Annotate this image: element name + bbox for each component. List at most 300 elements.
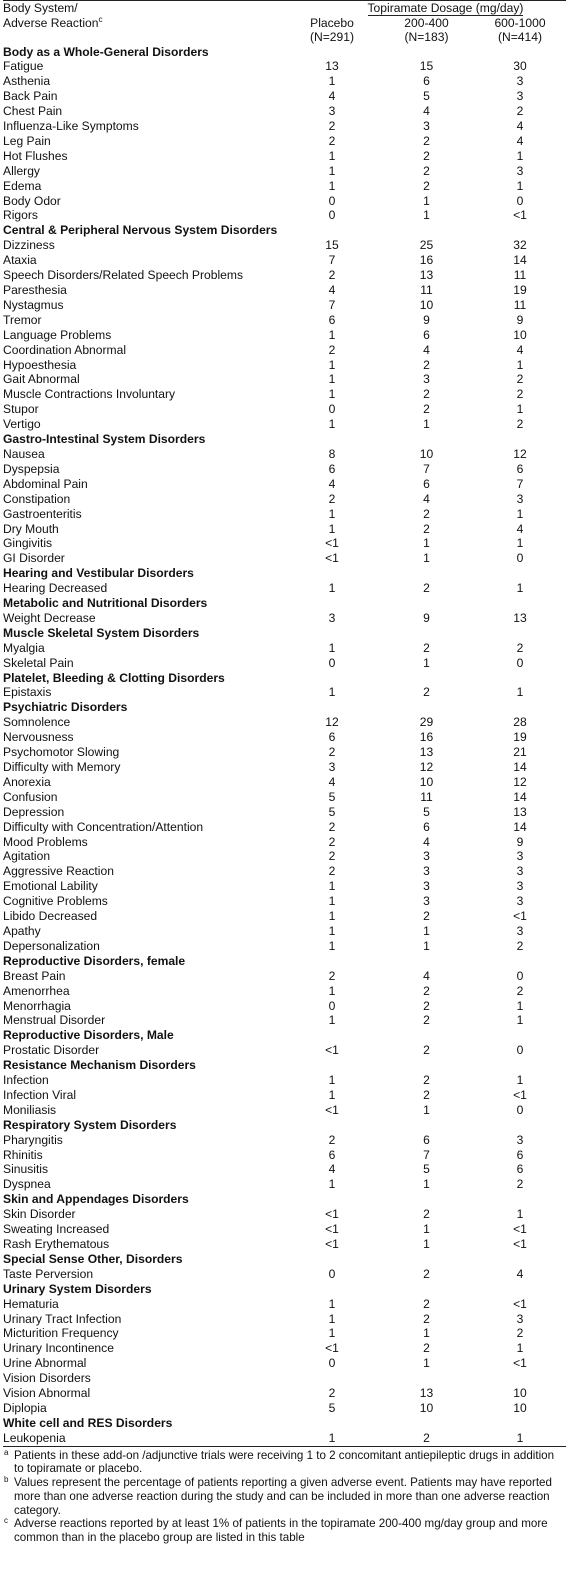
table-row xyxy=(3,283,566,298)
dose-200-400-value: 1 xyxy=(423,1356,430,1371)
placebo-value: 2 xyxy=(328,491,336,506)
table-row xyxy=(3,194,566,209)
placebo-value: 6 xyxy=(328,730,336,745)
placebo-value: 7 xyxy=(328,253,336,268)
section-header-row xyxy=(3,1058,566,1073)
reaction-name: Menstrual Disorder xyxy=(3,1013,106,1028)
dose-200-400-value: 10 xyxy=(419,1400,434,1415)
dose-600-1000-value: 6 xyxy=(516,1147,524,1162)
dose-200-400-value: 2 xyxy=(423,1341,430,1356)
reaction-name: Hearing Decreased xyxy=(3,581,108,596)
dose-200-400-value: 2 xyxy=(423,148,430,163)
header-col-placebo xyxy=(285,16,379,31)
placebo-value: 1 xyxy=(328,909,336,924)
dose-600-1000-value: 19 xyxy=(513,283,527,297)
dose-200-400-value: 3 xyxy=(423,879,430,894)
placebo-value: 2 xyxy=(328,268,336,283)
reaction-name: Paresthesia xyxy=(3,283,67,297)
table-row xyxy=(3,1431,566,1446)
section-header-row xyxy=(3,1371,566,1386)
dose-600-1000-value: 1 xyxy=(516,581,524,596)
dose-200-400-value: 1 xyxy=(423,536,430,551)
section-header-row xyxy=(3,1416,566,1431)
reaction-name: Weight Decrease xyxy=(3,610,96,625)
table-row xyxy=(3,89,566,104)
table-row xyxy=(3,1401,566,1416)
dose-200-400-value: 4 xyxy=(423,342,430,357)
dose-200-400-value: 2 xyxy=(423,1430,430,1445)
reaction-name: Myalgia xyxy=(3,640,45,655)
header-row-1 xyxy=(3,1,566,16)
placebo-value: 5 xyxy=(328,804,336,819)
placebo-value: 5 xyxy=(328,1400,336,1415)
col-name: 600-1000 xyxy=(494,15,546,30)
placebo-value: 1 xyxy=(328,983,336,998)
dose-200-400-value: 2 xyxy=(423,983,430,998)
dose-600-1000-value: 1 xyxy=(516,536,524,551)
dose-200-400-value: 6 xyxy=(423,327,430,342)
dose-600-1000-value: 2 xyxy=(516,1326,524,1341)
dose-200-400-value: 3 xyxy=(423,119,430,134)
header-footnote-marker: c xyxy=(98,14,103,24)
placebo-value: 1 xyxy=(328,74,336,89)
reaction-name: Difficulty with Concentration/Attention xyxy=(3,819,204,834)
placebo-value: 4 xyxy=(328,774,336,789)
dose-200-400-value: 29 xyxy=(419,715,434,730)
placebo-value: <1 xyxy=(325,1341,339,1356)
placebo-value: 0 xyxy=(328,998,336,1013)
placebo-value: 6 xyxy=(328,461,336,476)
footnote xyxy=(3,1476,566,1517)
placebo-value: 1 xyxy=(328,938,336,953)
reaction-name: Emotional Lability xyxy=(3,879,98,894)
table-row xyxy=(3,447,566,462)
dose-600-1000-value: 11 xyxy=(513,297,527,312)
reaction-name: Menorrhagia xyxy=(3,998,71,1013)
placebo-value: 1 xyxy=(328,163,336,178)
dose-200-400-value: 2 xyxy=(423,1296,430,1311)
reaction-name: Diplopia xyxy=(3,1400,47,1415)
reaction-name: Dizziness xyxy=(3,238,55,253)
reaction-name: Infection xyxy=(3,1073,49,1088)
section-title: Psychiatric Disorders xyxy=(3,700,128,715)
section-title: White cell and RES Disorders xyxy=(3,1415,173,1430)
dose-600-1000-value: <1 xyxy=(513,1222,527,1237)
placebo-value: 4 xyxy=(328,89,336,104)
dose-600-1000-value: 2 xyxy=(516,372,524,387)
dose-600-1000-value: 12 xyxy=(513,446,527,461)
table-row xyxy=(3,104,566,119)
table-row xyxy=(3,134,566,149)
section-header-row xyxy=(3,1192,566,1207)
table-row xyxy=(3,790,566,805)
section-title: Platelet, Bleeding & Clotting Disorders xyxy=(3,670,225,685)
dose-200-400-value: 2 xyxy=(423,357,430,372)
dose-200-400-value: 9 xyxy=(423,312,430,327)
header-dosage-group xyxy=(285,1,566,16)
table-row xyxy=(3,849,566,864)
table-row xyxy=(3,298,566,313)
reaction-name: GI Disorder xyxy=(3,551,65,566)
dose-600-1000-value: 4 xyxy=(516,1266,524,1281)
section-title: Hearing and Vestibular Disorders xyxy=(3,566,194,581)
table-row xyxy=(3,1267,566,1282)
table-row xyxy=(3,715,566,730)
section-title: Central & Peripheral Nervous System Disorders xyxy=(3,223,278,238)
reaction-name: Back Pain xyxy=(3,89,58,104)
reaction-name: Language Problems xyxy=(3,327,112,342)
dose-600-1000-value: 3 xyxy=(516,74,524,89)
table-row xyxy=(3,477,566,492)
reaction-name: Gait Abnormal xyxy=(3,372,80,387)
dose-600-1000-value: 3 xyxy=(516,849,524,864)
header-n-placebo: (N=291) xyxy=(309,30,355,44)
table-row xyxy=(3,462,566,477)
placebo-value: 4 xyxy=(328,283,336,297)
section-header-row xyxy=(3,45,566,60)
dose-600-1000-value: 0 xyxy=(516,193,524,208)
table-row xyxy=(3,909,566,924)
table-row xyxy=(3,1013,566,1028)
placebo-value: <1 xyxy=(325,536,339,551)
dose-200-400-value: 5 xyxy=(423,89,430,104)
dose-200-400-value: 2 xyxy=(423,909,430,924)
table-row xyxy=(3,313,566,328)
placebo-value: 15 xyxy=(325,238,339,253)
placebo-value: 1 xyxy=(328,1430,336,1445)
reaction-name: Nausea xyxy=(3,446,45,461)
placebo-value: <1 xyxy=(325,1043,339,1058)
placebo-value: 13 xyxy=(325,59,339,74)
table-row xyxy=(3,1207,566,1222)
reaction-name: Stupor xyxy=(3,402,39,417)
dose-600-1000-value: 14 xyxy=(513,760,527,774)
dose-600-1000-value: 2 xyxy=(516,1177,524,1192)
reaction-name: Tremor xyxy=(3,312,42,327)
table-row xyxy=(3,372,566,387)
dose-600-1000-value: <1 xyxy=(513,1356,527,1371)
dose-200-400-value: 6 xyxy=(423,476,430,491)
reaction-name: Abdominal Pain xyxy=(3,476,88,491)
table-row xyxy=(3,760,566,775)
dose-600-1000-value: 1 xyxy=(516,178,524,193)
table-row xyxy=(3,1326,566,1341)
section-header-row xyxy=(3,1252,566,1267)
placebo-value: 1 xyxy=(328,1087,336,1102)
table-row xyxy=(3,492,566,507)
table-row xyxy=(3,536,566,551)
placebo-value: 6 xyxy=(328,1147,336,1162)
dose-200-400-value: 2 xyxy=(423,685,430,700)
footnote xyxy=(3,1449,566,1476)
section-title: Resistance Mechanism Disorders xyxy=(3,1058,196,1073)
dose-600-1000-value: 10 xyxy=(513,327,527,342)
dose-600-1000-value: 21 xyxy=(513,745,527,760)
reaction-name: Depression xyxy=(3,804,65,819)
placebo-value: 1 xyxy=(328,387,336,402)
reaction-name: Urine Abnormal xyxy=(3,1356,87,1371)
dose-200-400-value: 2 xyxy=(423,640,430,655)
table-row xyxy=(3,1088,566,1103)
section-title: Urinary System Disorders xyxy=(3,1281,152,1296)
dose-600-1000-value: 2 xyxy=(516,104,524,119)
reaction-name: Leukopenia xyxy=(3,1430,66,1445)
table-row xyxy=(3,581,566,596)
table-row xyxy=(3,611,566,626)
placebo-value: <1 xyxy=(325,1207,339,1222)
section-header-row xyxy=(3,1282,566,1297)
placebo-value: 4 xyxy=(328,1162,336,1177)
dose-600-1000-value: 1 xyxy=(516,998,524,1013)
dose-200-400-value: 1 xyxy=(423,551,430,566)
dose-200-400-value: 5 xyxy=(423,804,430,819)
dose-600-1000-value: 14 xyxy=(513,819,527,834)
reaction-name: Skeletal Pain xyxy=(3,655,74,670)
placebo-value: 1 xyxy=(328,357,336,372)
section-header-row xyxy=(3,223,566,238)
table-row xyxy=(3,999,566,1014)
dose-200-400-value: 1 xyxy=(423,1222,430,1237)
dose-200-400-value: 1 xyxy=(423,208,430,223)
placebo-value: 1 xyxy=(328,327,336,342)
dose-600-1000-value: 1 xyxy=(516,1430,524,1445)
dose-200-400-value: 4 xyxy=(423,834,430,849)
dose-200-400-value: 2 xyxy=(423,163,430,178)
reaction-name: Difficulty with Memory xyxy=(3,760,121,774)
table-row xyxy=(3,730,566,745)
section-title: Vision Disorders xyxy=(3,1371,91,1386)
dose-200-400-value: 3 xyxy=(423,864,430,879)
section-title: Reproductive Disorders, female xyxy=(3,953,186,968)
reaction-name: Mood Problems xyxy=(3,834,88,849)
placebo-value: 2 xyxy=(328,119,336,134)
placebo-value: 1 xyxy=(328,879,336,894)
section-header-row xyxy=(3,596,566,611)
table-row xyxy=(3,74,566,89)
header-n-200-400: (N=183) xyxy=(404,30,449,44)
dose-200-400-value: 4 xyxy=(423,968,430,983)
placebo-value: 2 xyxy=(328,849,336,864)
placebo-value: 3 xyxy=(328,104,336,119)
section-header-row xyxy=(3,700,566,715)
reaction-name: Gastroenteritis xyxy=(3,506,82,521)
placebo-value: 12 xyxy=(325,715,339,730)
reaction-name: Rash Erythematous xyxy=(3,1237,110,1251)
col-name: Placebo xyxy=(310,15,354,30)
placebo-value: 1 xyxy=(328,1013,336,1028)
table-row xyxy=(3,119,566,134)
dose-600-1000-value: 1 xyxy=(516,1207,524,1222)
reaction-name: Sweating Increased xyxy=(3,1222,110,1237)
reaction-name: Skin Disorder xyxy=(3,1207,76,1222)
section-title: Body as a Whole-General Disorders xyxy=(3,44,209,59)
footnotes xyxy=(3,1449,566,1545)
dose-200-400-value: 4 xyxy=(423,491,430,506)
dose-600-1000-value: 9 xyxy=(516,312,524,327)
placebo-value: 0 xyxy=(328,1266,336,1281)
placebo-value: 1 xyxy=(328,506,336,521)
placebo-value: 1 xyxy=(328,685,336,700)
dose-200-400-value: 2 xyxy=(423,998,430,1013)
dose-600-1000-value: 14 xyxy=(513,789,527,804)
dose-600-1000-value: <1 xyxy=(513,1296,527,1311)
dose-600-1000-value: 0 xyxy=(516,968,524,983)
dose-600-1000-value: 19 xyxy=(513,730,527,745)
table-row xyxy=(3,238,566,253)
dose-600-1000-value: 1 xyxy=(516,685,524,700)
reaction-name: Aggressive Reaction xyxy=(3,864,114,879)
reaction-name: Amenorrhea xyxy=(3,983,70,998)
reaction-name: Cognitive Problems xyxy=(3,894,108,909)
placebo-value: 1 xyxy=(328,581,336,596)
reaction-name: Vision Abnormal xyxy=(3,1386,91,1401)
reaction-name: Hypoesthesia xyxy=(3,357,77,372)
table-row xyxy=(3,1312,566,1327)
table-row xyxy=(3,1386,566,1401)
dose-600-1000-value: 2 xyxy=(516,983,524,998)
table-row xyxy=(3,1133,566,1148)
dose-200-400-value: 2 xyxy=(423,1043,430,1058)
reaction-name: Urinary Tract Infection xyxy=(3,1311,122,1326)
dose-200-400-value: 2 xyxy=(423,506,430,521)
dose-600-1000-value: 1 xyxy=(516,1073,524,1088)
dose-600-1000-value: 0 xyxy=(516,551,524,566)
table-row xyxy=(3,417,566,432)
reaction-name: Constipation xyxy=(3,491,71,506)
dose-600-1000-value: 1 xyxy=(516,1341,524,1356)
adverse-reactions-table-page xyxy=(3,0,566,1545)
placebo-value: 1 xyxy=(328,894,336,909)
table-row xyxy=(3,59,566,74)
dose-600-1000-value: 13 xyxy=(513,804,527,819)
reaction-name: Dry Mouth xyxy=(3,521,59,536)
dose-200-400-value: 16 xyxy=(419,730,434,745)
dose-600-1000-value: 0 xyxy=(516,1102,524,1117)
table-row xyxy=(3,820,566,835)
placebo-value: 4 xyxy=(328,476,336,491)
dose-600-1000-value: 1 xyxy=(516,148,524,163)
dose-200-400-value: 6 xyxy=(423,1132,430,1147)
dose-600-1000-value: 0 xyxy=(516,1043,524,1058)
dose-600-1000-value: 6 xyxy=(516,1162,524,1177)
dose-200-400-value: 2 xyxy=(423,581,430,596)
placebo-value: 0 xyxy=(328,655,336,670)
section-title: Respiratory System Disorders xyxy=(3,1117,177,1132)
dose-200-400-value: 9 xyxy=(423,610,430,625)
dose-200-400-value: 16 xyxy=(419,253,434,268)
reaction-name: Infection Viral xyxy=(3,1087,77,1102)
dose-200-400-value: 7 xyxy=(423,1147,430,1162)
col-name: 200-400 xyxy=(404,15,449,30)
placebo-value: 2 xyxy=(328,819,336,834)
placebo-value: 5 xyxy=(328,789,336,804)
reaction-name: Rhinitis xyxy=(3,1147,43,1162)
placebo-value: 3 xyxy=(328,760,336,774)
footnote-text: Adverse reactions reported by at least 1% of patients in the topiramate 200-400 mg/day group and more common than in the placebo group are listed in this table xyxy=(14,1517,548,1544)
dose-600-1000-value: 3 xyxy=(516,491,524,506)
reaction-name: Asthenia xyxy=(3,74,51,89)
table-row xyxy=(3,1043,566,1058)
dose-200-400-value: 10 xyxy=(419,774,434,789)
placebo-value: 7 xyxy=(328,297,336,312)
placebo-value: 1 xyxy=(328,178,336,193)
reaction-name: Nystagmus xyxy=(3,297,64,312)
section-title: Metabolic and Nutritional Disorders xyxy=(3,596,208,611)
table-row xyxy=(3,253,566,268)
dose-600-1000-value: 3 xyxy=(516,923,524,938)
table-row xyxy=(3,835,566,850)
reaction-name: Psychomotor Slowing xyxy=(3,745,120,760)
reaction-name: Leg Pain xyxy=(3,133,51,148)
reaction-name: Fatigue xyxy=(3,59,44,74)
reaction-name: Rigors xyxy=(3,208,38,223)
table-row xyxy=(3,522,566,537)
dosage-group-label: Topiramate Dosage (mg/day) xyxy=(367,1,524,15)
placebo-value: 1 xyxy=(328,1073,336,1088)
table-row xyxy=(3,358,566,373)
dose-600-1000-value: 2 xyxy=(516,417,524,432)
dose-600-1000-value: 4 xyxy=(516,521,524,536)
table-row xyxy=(3,387,566,402)
section-title: Reproductive Disorders, Male xyxy=(3,1028,174,1043)
dose-200-400-value: 12 xyxy=(419,760,434,774)
reaction-name: Body Odor xyxy=(3,193,61,208)
dose-200-400-value: 2 xyxy=(423,1087,430,1102)
dose-600-1000-value: 4 xyxy=(516,119,524,134)
reaction-name: Urinary Incontinence xyxy=(3,1341,114,1356)
section-header-row xyxy=(3,432,566,447)
header-row-2 xyxy=(3,16,566,31)
footnote-marker: b xyxy=(4,1475,9,1485)
dose-200-400-value: 5 xyxy=(423,1162,430,1177)
table-row xyxy=(3,551,566,566)
reaction-name: Allergy xyxy=(3,163,40,178)
dose-200-400-value: 4 xyxy=(423,104,430,119)
placebo-value: 2 xyxy=(328,745,336,760)
placebo-value: 1 xyxy=(328,148,336,163)
section-header-row xyxy=(3,954,566,969)
dose-600-1000-value: 1 xyxy=(516,402,524,417)
table-row xyxy=(3,685,566,700)
header-col-600-1000 xyxy=(474,16,566,31)
adverse-reactions-table xyxy=(3,1,566,1446)
dose-200-400-value: 13 xyxy=(419,745,434,760)
placebo-value: 1 xyxy=(328,640,336,655)
dose-600-1000-value: 12 xyxy=(513,774,527,789)
table-row xyxy=(3,1341,566,1356)
table-row xyxy=(3,268,566,283)
table-row xyxy=(3,507,566,522)
section-header-row xyxy=(3,566,566,581)
reaction-name: Influenza-Like Symptoms xyxy=(3,119,139,134)
dose-600-1000-value: <1 xyxy=(513,1087,527,1102)
dose-200-400-value: 2 xyxy=(423,1311,430,1326)
dose-200-400-value: 3 xyxy=(423,372,430,387)
header-n-600-1000: (N=414) xyxy=(497,30,543,44)
table-row xyxy=(3,656,566,671)
placebo-value: 2 xyxy=(328,1386,336,1401)
dose-200-400-value: 1 xyxy=(423,655,430,670)
dose-600-1000-value: 3 xyxy=(516,1311,524,1326)
table-row xyxy=(3,805,566,820)
dose-600-1000-value: 4 xyxy=(516,133,524,148)
section-header-row xyxy=(3,626,566,641)
reaction-name: Anorexia xyxy=(3,774,51,789)
dose-200-400-value: 1 xyxy=(423,193,430,208)
table-row xyxy=(3,179,566,194)
placebo-value: 2 xyxy=(328,968,336,983)
dose-200-400-value: 3 xyxy=(423,849,430,864)
